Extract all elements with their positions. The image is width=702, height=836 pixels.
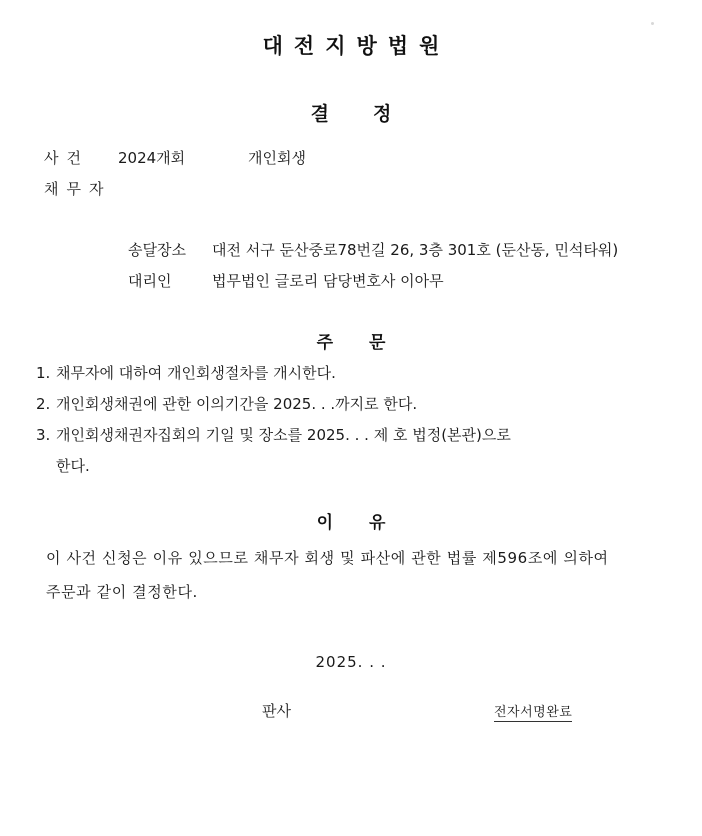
court-name: 대전지방법원 — [262, 34, 451, 58]
order-list — [36, 358, 676, 481]
reason-heading: 이유 — [316, 513, 422, 533]
list-item — [36, 358, 676, 388]
service-address-value: 대전 서구 둔산중로78번길 26, 3층 301호 (둔산동, 민석타워) — [212, 241, 619, 259]
agent-value: 법무법인 글로리 담당변호사 이아무 — [212, 272, 444, 290]
order-item-text: 개인회생채권에 관한 이의기간을 2025. . .까지로 한다. — [56, 395, 418, 413]
case-row — [44, 143, 664, 174]
redacted-debtor-line — [340, 200, 590, 216]
order-item-number: 1. — [36, 364, 51, 382]
agent-label: 대리인 — [128, 272, 172, 290]
order-item-text: 채무자에 대하여 개인회생절차를 개시한다. — [56, 364, 336, 382]
case-info-block — [44, 143, 664, 205]
service-address-block — [128, 235, 618, 297]
list-item — [36, 420, 676, 450]
order-heading: 주문 — [316, 333, 422, 353]
judge-label: 판사 — [262, 702, 291, 720]
reason-line-2: 주문과 같이 결정한다. — [46, 583, 198, 601]
order-item-text: 개인회생채권자집회의 기일 및 장소를 2025. . . 제 호 법정(본관)으로 — [56, 426, 511, 444]
reason-line-1: 이 사건 신청은 이유 있으므로 채무자 회생 및 파산에 관한 법률 제596조에 의하여 — [46, 549, 609, 567]
electronic-signature-note: 전자서명완료 — [494, 701, 572, 722]
scan-speck — [651, 22, 654, 25]
service-address-label: 송달장소 — [128, 241, 186, 259]
decision-date: 2025. . . — [315, 653, 387, 671]
order-item-number: 2. — [36, 395, 51, 413]
debtor-label: 채무자 — [44, 180, 112, 198]
case-label: 사건 — [44, 149, 89, 167]
list-item — [36, 389, 676, 419]
document-type-heading: 결정 — [310, 103, 436, 125]
service-address-row — [128, 235, 618, 266]
case-kind: 개인회생 — [248, 149, 306, 167]
order-item-number: 3. — [36, 426, 51, 444]
agent-row — [128, 266, 618, 297]
reason-body — [46, 541, 658, 609]
case-number: 2024개회 — [118, 149, 186, 167]
order-item-continuation: 한다. — [56, 457, 90, 475]
